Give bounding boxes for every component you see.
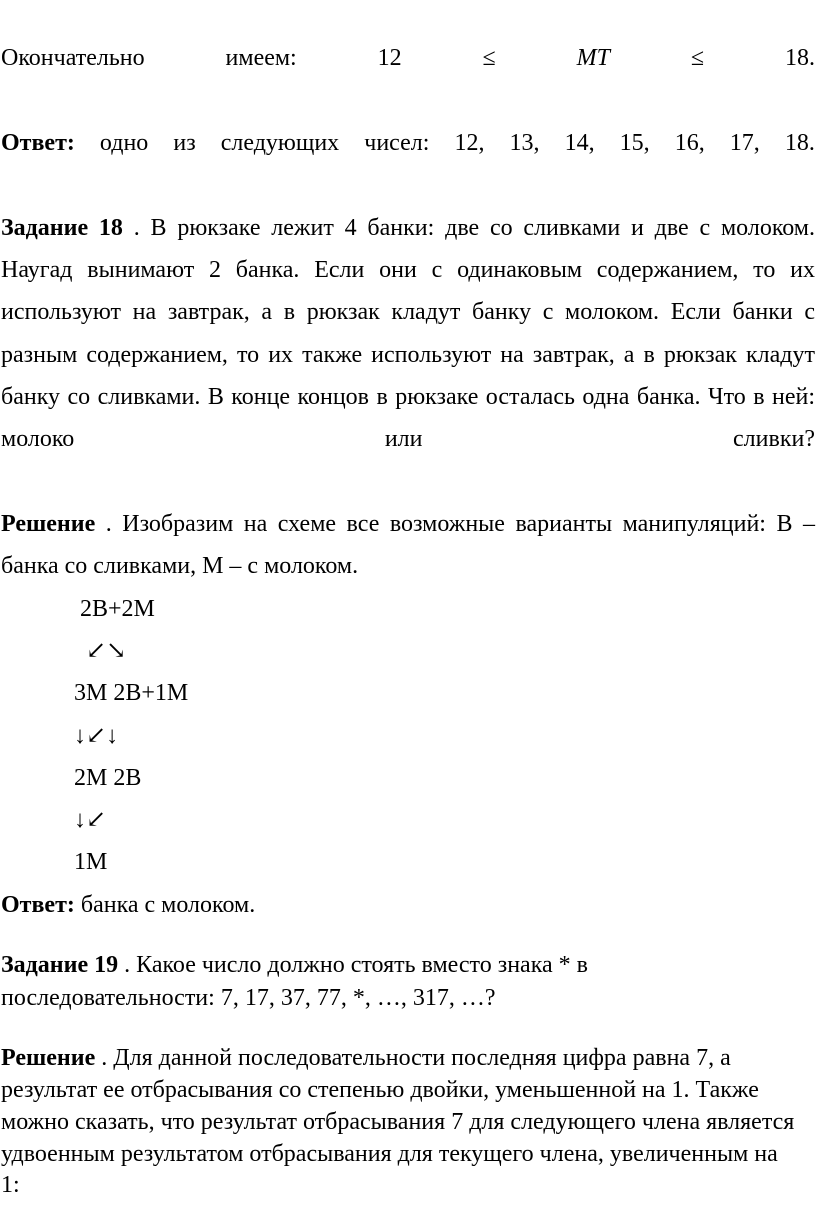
task19-line <box>1 950 815 980</box>
answer-text: банка с молоком. <box>74 892 256 918</box>
task18-line: банку со сливками. В конце концов в рюкзаке осталась одна банка. Что в ней: <box>1 384 815 410</box>
answer-number: 17, <box>729 130 760 156</box>
solution18-label: Решение <box>1 511 96 537</box>
answer-number: 15, <box>619 130 650 156</box>
task19-line: последовательности: 7, 17, 37, 77, *, …, 317, …? <box>1 985 496 1011</box>
solution19-line: удвоенным результатом отбрасывания для текущего члена, увеличенным на <box>1 1141 778 1167</box>
answer-number: 18. <box>784 130 815 156</box>
answer-number: 12, <box>454 130 485 156</box>
solution18-line <box>1 509 815 539</box>
task18-word: молоко <box>1 426 75 452</box>
task19-label: Задание 19 <box>1 952 119 978</box>
task19-text: . Какое число должно стоять вместо знака * в <box>124 952 588 978</box>
answer-word: из <box>173 130 196 156</box>
scheme-row: 2В+2М <box>80 596 155 622</box>
answer-18 <box>1 890 815 920</box>
answer-label: Ответ: <box>1 130 75 156</box>
solution19-text: . Для данной последовательности последняя цифра равна 7, а <box>101 1045 731 1071</box>
final-low: 12 <box>377 45 402 71</box>
answer-word: одно <box>99 130 149 156</box>
task18-label: Задание 18 <box>1 215 123 241</box>
answer-word: чисел: <box>364 130 430 156</box>
final-high: 18. <box>784 45 815 71</box>
solution18-line: банка со сливками, М – с молоком. <box>1 553 359 579</box>
answer-word: следующих <box>220 130 340 156</box>
task18-last-line <box>1 424 815 454</box>
task18-line: Наугад вынимают 2 банка. Если они с одинаковым содержанием, то их <box>1 257 815 283</box>
solution19-line: 1: <box>1 1172 20 1198</box>
solution19-line: можно сказать, что результат отбрасывания 7 для следующего члена является <box>1 1109 795 1135</box>
final-word: имеем: <box>225 45 297 71</box>
scheme-row: 3М 2В+1М <box>74 680 189 706</box>
scheme-arrows: ↓↙↓ <box>74 723 119 749</box>
solution19-label: Решение <box>1 1045 96 1071</box>
task18-line <box>1 213 815 243</box>
final-inequality <box>1 43 815 73</box>
solution18-text: . Изобразим на схеме все возможные варианты манипуляций: В – <box>105 511 815 537</box>
answer-number: 14, <box>564 130 595 156</box>
solution19-line <box>1 1043 815 1073</box>
task18-line: используют на завтрак, а в рюкзак кладут банку с молоком. Если банки с <box>1 299 815 325</box>
final-word: Окончательно <box>1 45 145 71</box>
task18-text: . В рюкзаке лежит 4 банки: две со сливками и две с молоком. <box>133 215 815 241</box>
scheme-arrows: ↓↙ <box>74 807 107 833</box>
mt-variable: MT <box>576 45 610 71</box>
answer-label: Ответ: <box>1 892 75 918</box>
scheme-row: 2М 2В <box>74 765 142 791</box>
le-sign: ≤ <box>482 45 496 71</box>
scheme-arrows: ↙↘ <box>86 638 127 664</box>
answer-number: 16, <box>674 130 705 156</box>
task18-word: или <box>384 426 423 452</box>
task18-word: сливки? <box>733 426 815 452</box>
scheme-row: 1М <box>74 849 108 875</box>
task18-line: разным содержанием, то их также используют на завтрак, а в рюкзак кладут <box>1 342 815 368</box>
answer-number: 13, <box>509 130 540 156</box>
le-sign: ≤ <box>690 45 705 71</box>
answer-1 <box>1 128 815 158</box>
solution19-line: результат ее отбрасывания со степенью двойки, уменьшенной на 1. Также <box>1 1077 759 1103</box>
